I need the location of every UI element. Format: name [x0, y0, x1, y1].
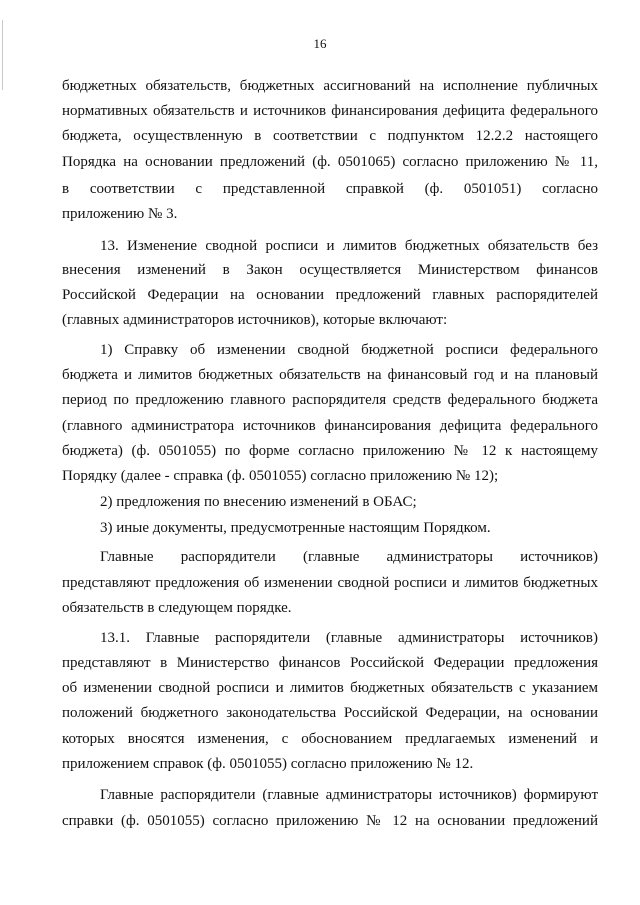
text-line: положений бюджетного законодательства Российской Федерации, на основании — [62, 705, 598, 721]
text-line: (главных администраторов источников), которые включают: — [62, 312, 448, 328]
text-fragment: осуществленную в соответствии с подпунктом 12.2.2 настоящего — [133, 128, 598, 144]
text-line: 1) Справку об изменении сводной бюджетной росписи федерального — [100, 342, 598, 358]
text-line: Порядка на основании предложений (ф. 0501065) согласно приложению № 11, — [62, 154, 598, 170]
text-fragment: бюджета, — [62, 128, 122, 144]
text-line: 13. Изменение сводной росписи и лимитов бюджетных обязательств без — [100, 238, 598, 254]
text-line — [62, 126, 598, 146]
text-line: бюджета и лимитов бюджетных обязательств на финансовый год и на плановый — [62, 367, 598, 383]
scan-edge-mark — [2, 20, 3, 90]
text-line: Главные распорядители (главные администраторы источников) — [100, 549, 598, 565]
text-line: период по предложению главного распорядителя средств федерального бюджета — [62, 392, 598, 408]
text-line: справки (ф. 0501055) согласно приложению № 12 на основании предложений — [62, 813, 598, 829]
text-line: Главные распорядители (главные администраторы источников) формируют — [100, 787, 598, 803]
text-line: 13.1. Главные распорядители (главные администраторы источников) — [100, 630, 598, 646]
text-line: 3) иные документы, предусмотренные настоящим Порядком. — [100, 520, 491, 536]
text-line: в соответствии с представленной справкой (ф. 0501051) согласно — [62, 181, 598, 197]
text-line: бюджета) (ф. 0501055) по форме согласно приложению № 12 к настоящему — [62, 443, 598, 459]
text-line: обязательств в следующем порядке. — [62, 600, 292, 616]
page-number: 16 — [313, 36, 327, 51]
text-line: 2) предложения по внесению изменений в ОБАС; — [100, 494, 417, 510]
text-line: Российской Федерации на основании предложений главных распорядителей — [62, 287, 598, 303]
text-line: представляют в Министерство финансов Российской Федерации предложения — [62, 655, 598, 671]
text-line: приложением справок (ф. 0501055) согласно приложению № 12. — [62, 756, 474, 772]
text-line: (главного администратора источников финансирования дефицита федерального — [62, 418, 598, 434]
text-line: которых вносятся изменения, с обоснованием предлагаемых изменений и — [62, 731, 598, 747]
text-line: Порядку (далее - справка (ф. 0501055) согласно приложению № 12); — [62, 468, 499, 484]
text-line: нормативных обязательств и источников финансирования дефицита федерального — [62, 103, 598, 119]
text-line: представляют предложения об изменении сводной росписи и лимитов бюджетных — [62, 575, 598, 591]
text-line: приложению № 3. — [62, 206, 178, 222]
text-line: внесения изменений в Закон осуществляется Министерством финансов — [62, 262, 598, 278]
text-line: бюджетных обязательств, бюджетных ассигнований на исполнение публичных — [62, 78, 598, 94]
text-line: об изменении сводной росписи и лимитов бюджетных обязательств с указанием — [62, 680, 598, 696]
